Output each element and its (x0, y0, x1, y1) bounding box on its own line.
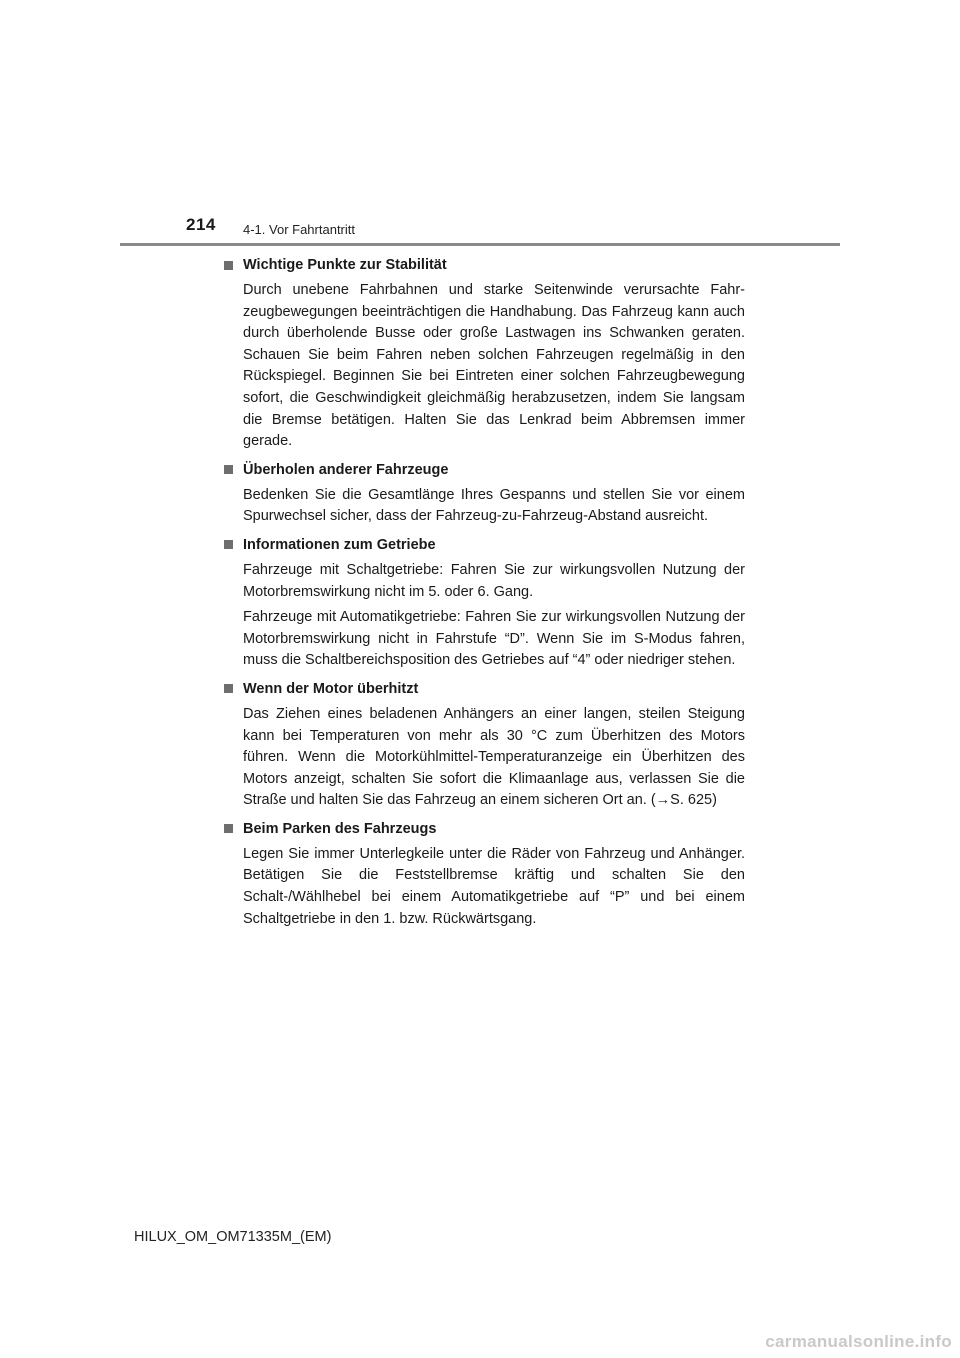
heading-text: Wichtige Punkte zur Stabilität (243, 257, 447, 273)
document-code: HILUX_OM_OM71335M_(EM) (134, 1229, 332, 1245)
square-bullet-icon (224, 261, 233, 270)
section-heading (224, 676, 745, 702)
paragraph: Fahrzeuge mit Schaltgetriebe: Fahren Sie zur wirkungsvollen Nutzung der Motorbremswirkung nicht im 5. oder 6. Gang. (243, 561, 745, 600)
square-bullet-icon (224, 684, 233, 693)
paragraph: Das Ziehen eines beladenen Anhängers an einer langen, steilen Steigung kann bei Temperaturen von mehr als 30 °C zum Überhitzen des Motors führen. Wenn die Motorkühlmittel-Temperaturanzeige ein Überhitzen des Motors anzeigt, schalten Sie sofort die Klimaanlage aus, verlassen Sie die Straße und halten Sie das Fahrzeug an einem sicheren Ort an. (→S. 625) (243, 705, 745, 809)
section-overheating (224, 676, 745, 812)
section-title: 4-1. Vor Fahrtantritt (243, 222, 355, 237)
paragraph: Fahrzeuge mit Automatikgetriebe: Fahren Sie zur wirkungsvollen Nutzung der Motorbremswirkung nicht in Fahrstufe “D”. Wenn Sie im S-Modus fahren, muss die Schaltbereichsposition des Getriebes auf “4” oder niedriger stehen. (243, 609, 745, 669)
section-heading (224, 457, 745, 483)
paragraph: Bedenken Sie die Gesamtlänge Ihres Gespanns und stellen Sie vor einem Spurwechsel sicher, dass der Fahrzeug-zu-Fahrzeug-Abstand ausreicht. (243, 486, 745, 525)
heading-text: Überholen anderer Fahrzeuge (243, 461, 449, 478)
square-bullet-icon (224, 824, 233, 833)
content-body (224, 252, 745, 934)
section-heading (224, 532, 745, 558)
heading-text: Informationen zum Getriebe (243, 536, 436, 553)
section-heading (224, 816, 745, 842)
section-parking (224, 816, 745, 930)
page-number: 214 (186, 215, 216, 234)
heading-text: Beim Parken des Fahrzeugs (243, 820, 437, 837)
watermark: carmanualsonline.info (765, 1332, 952, 1351)
section-stability (224, 252, 745, 453)
square-bullet-icon (224, 465, 233, 474)
section-overtaking (224, 457, 745, 528)
paragraph: Legen Sie immer Unterlegkeile unter die Räder von Fahrzeug und Anhänger. Betätigen Sie die Feststellbremse kräftig und schalten Sie den Schalt-/Wählhebel bei einem Automatikgetriebe auf “P” und bei einem Schaltgetriebe in den 1. bzw. Rückwärtsgang. (243, 845, 745, 927)
section-heading (224, 252, 745, 278)
header-rule (120, 243, 840, 246)
heading-text: Wenn der Motor überhitzt (243, 680, 419, 697)
section-transmission (224, 532, 745, 672)
square-bullet-icon (224, 540, 233, 549)
paragraph: Durch unebene Fahrbahnen und starke Seitenwinde verursachte Fahrzeugbewegungen beeinträchtigen die Handhabung. Das Fahrzeug kann auch durch überholende Busse oder große Lastwagen ins Schwanken geraten. Schauen Sie beim Fahren neben solchen Fahrzeugen regelmäßig in den Rückspiegel. Beginnen Sie bei Eintreten einer solchen Fahrzeugbewegung sofort, die Geschwindigkeit gleichmäßig herabzusetzen, indem Sie langsam die Bremse betätigen. Halten Sie das Lenkrad beim Abbremsen immer gerade. (243, 282, 745, 450)
